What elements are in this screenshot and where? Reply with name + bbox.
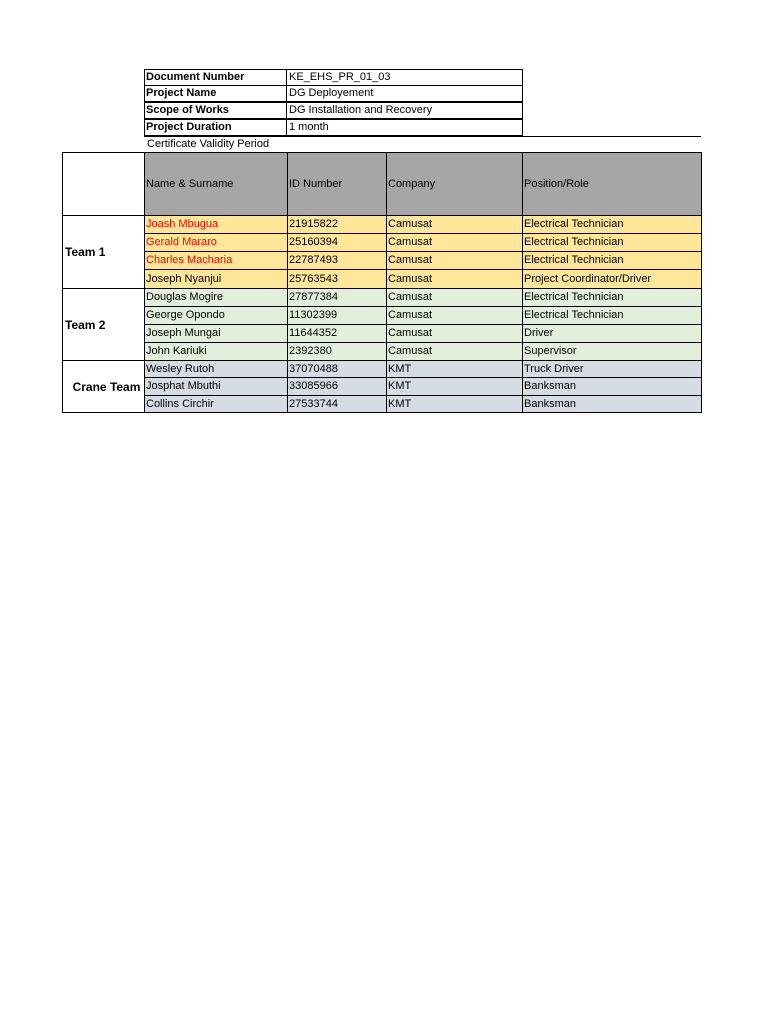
role-cell: Electrical Technician [522, 233, 702, 252]
name-cell: Gerald Mararo [144, 233, 288, 252]
name-cell: Joash Mbugua [144, 215, 288, 234]
name-cell: Josphat Mbuthi [144, 377, 288, 396]
role-cell: Project Coordinator/Driver [522, 269, 702, 289]
info-value: KE_EHS_PR_01_03 [286, 69, 523, 86]
id-cell: 2392380 [287, 342, 387, 361]
company-cell: Camusat [386, 251, 523, 270]
role-cell: Electrical Technician [522, 251, 702, 270]
header-name: Name & Surname [144, 152, 288, 216]
company-cell: KMT [386, 360, 523, 378]
name-cell: Charles Macharia [144, 251, 288, 270]
id-cell: 25160394 [287, 233, 387, 252]
company-cell: Camusat [386, 233, 523, 252]
company-cell: Camusat [386, 306, 523, 325]
group-label: Crane Team [62, 360, 145, 413]
name-cell: Collins Circhir [144, 395, 288, 413]
header-company: Company [386, 152, 523, 216]
role-cell: Electrical Technician [522, 306, 702, 325]
name-cell: Douglas Mogire [144, 288, 288, 307]
group-label: Team 1 [62, 215, 145, 289]
company-cell: Camusat [386, 215, 523, 234]
role-cell: Driver [522, 324, 702, 343]
id-cell: 21915822 [287, 215, 387, 234]
header-id: ID Number [287, 152, 387, 216]
name-cell: Joseph Mungai [144, 324, 288, 343]
id-cell: 22787493 [287, 251, 387, 270]
info-value: 1 month [286, 119, 523, 136]
id-cell: 11302399 [287, 306, 387, 325]
role-cell: Supervisor [522, 342, 702, 361]
group-label: Team 2 [62, 288, 145, 361]
certificate-validity-label: Certificate Validity Period [147, 138, 270, 150]
header-blank-cell [62, 152, 145, 216]
company-cell: Camusat [386, 342, 523, 361]
role-cell: Truck Driver [522, 360, 702, 378]
info-label: Project Duration [144, 119, 287, 136]
header-role: Position/Role [522, 152, 702, 216]
id-cell: 27877384 [287, 288, 387, 307]
company-cell: Camusat [386, 288, 523, 307]
id-cell: 33085966 [287, 377, 387, 396]
info-value: DG Installation and Recovery [286, 102, 523, 119]
id-cell: 27533744 [287, 395, 387, 413]
id-cell: 25763543 [287, 269, 387, 289]
name-cell: George Opondo [144, 306, 288, 325]
name-cell: John Kariuki [144, 342, 288, 361]
info-label: Project Name [144, 85, 287, 102]
info-value: DG Deployement [286, 85, 523, 102]
role-cell: Banksman [522, 377, 702, 396]
id-cell: 37070488 [287, 360, 387, 378]
role-cell: Banksman [522, 395, 702, 413]
id-cell: 11644352 [287, 324, 387, 343]
name-cell: Wesley Rutoh [144, 360, 288, 378]
role-cell: Electrical Technician [522, 215, 702, 234]
company-cell: Camusat [386, 269, 523, 289]
certificate-validity-row [144, 136, 701, 152]
company-cell: KMT [386, 395, 523, 413]
info-label: Scope of Works [144, 102, 287, 119]
name-cell: Joseph Nyanjui [144, 269, 288, 289]
info-label: Document Number [144, 69, 287, 86]
role-cell: Electrical Technician [522, 288, 702, 307]
company-cell: Camusat [386, 324, 523, 343]
company-cell: KMT [386, 377, 523, 396]
